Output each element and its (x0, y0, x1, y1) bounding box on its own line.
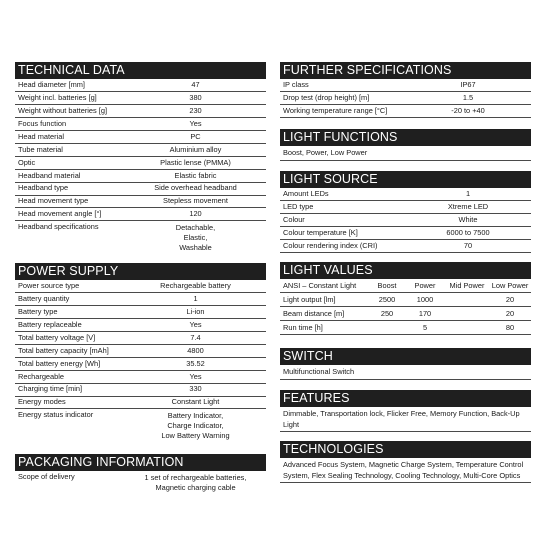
table-row (15, 79, 266, 92)
column-header: Boost (369, 279, 405, 293)
table-row (15, 293, 266, 306)
table-row (15, 409, 266, 443)
table-row (280, 307, 531, 321)
row-label: Headband material (15, 169, 125, 182)
section-header: LIGHT SOURCE (280, 171, 531, 188)
row-label: Drop test (drop height) [m] (280, 92, 405, 105)
row-value: Elastic fabric (125, 169, 266, 182)
row-label: Light output [lm] (280, 293, 369, 307)
row-label: Amount LEDs (280, 188, 405, 201)
row-label: Colour (280, 214, 405, 227)
table-row (15, 182, 266, 195)
table-row (280, 321, 531, 335)
power-supply-rows (15, 280, 266, 443)
table-row (15, 306, 266, 319)
row-value: IP67 (405, 79, 531, 92)
table-cell (445, 293, 489, 307)
row-label: Head movement type (15, 195, 125, 208)
row-value (125, 409, 266, 443)
row-value: 1 (125, 293, 266, 306)
column-header: Power (405, 279, 445, 293)
row-value: 230 (125, 105, 266, 118)
section-header: POWER SUPPLY (15, 263, 266, 280)
table-row (15, 169, 266, 182)
section-header: FEATURES (280, 390, 531, 407)
table-row (280, 240, 531, 253)
row-label: Head movement angle [°] (15, 208, 125, 221)
table-row (15, 344, 266, 357)
value-line: Magnetic charging cable (155, 482, 236, 492)
features-section (280, 390, 531, 432)
value-line: 1 set of rechargeable batteries, (144, 473, 247, 482)
table-row (15, 195, 266, 208)
packaging-section (15, 454, 266, 495)
switch-text: Multifunctional Switch (280, 365, 531, 380)
table-row (280, 188, 531, 201)
row-label: Working temperature range [°C] (280, 105, 405, 118)
row-value: 47 (125, 79, 266, 92)
row-label: Run time [h] (280, 321, 369, 335)
table-cell: 20 (489, 307, 531, 321)
table-cell: 250 (369, 307, 405, 321)
row-label: Head diameter [mm] (15, 79, 125, 92)
table-row (15, 319, 266, 332)
row-value: 1 (405, 188, 531, 201)
light-source-table (280, 188, 531, 253)
row-label: IP class (280, 79, 405, 92)
row-value: 35.52 (125, 357, 266, 370)
row-label: Battery replaceable (15, 319, 125, 332)
technical-data-rows (15, 79, 266, 255)
value-line: Washable (179, 242, 212, 252)
table-row (15, 118, 266, 131)
table-row (280, 214, 531, 227)
table-cell: 80 (489, 321, 531, 335)
value-line: Detachable, (175, 223, 216, 233)
row-label: Headband specifications (18, 222, 99, 232)
row-label: Head material (15, 131, 125, 144)
row-label: Beam distance [m] (280, 307, 369, 321)
section-header: LIGHT FUNCTIONS (280, 129, 531, 146)
row-label: Total battery voltage [V] (15, 332, 125, 345)
table-row (15, 105, 266, 118)
table-row (15, 383, 266, 396)
power-supply-table (15, 280, 266, 443)
row-label: Power source type (15, 280, 125, 293)
table-cell (445, 307, 489, 321)
technologies-section (280, 441, 531, 483)
row-value: -20 to +40 (405, 105, 531, 118)
row-value: 380 (125, 92, 266, 105)
row-value: 6000 to 7500 (405, 227, 531, 240)
row-value: 70 (405, 240, 531, 253)
row-label: Colour temperature [K] (280, 227, 405, 240)
table-row (15, 357, 266, 370)
column-header: ANSI – Constant Light (280, 279, 369, 293)
table-row (15, 208, 266, 221)
light-source-section (280, 171, 531, 253)
technologies-text: Advanced Focus System, Magnetic Charge System, Temperature Control System, Flex Sealing Technology, Cooling Technology, Multi-Core Optics (280, 458, 531, 483)
table-row (15, 280, 266, 293)
row-label: Weight without batteries [g] (15, 105, 125, 118)
row-value: Yes (125, 118, 266, 131)
table-cell: 2500 (369, 293, 405, 307)
technical-data-section (15, 62, 266, 255)
row-label: Headband type (15, 182, 125, 195)
section-header: SWITCH (280, 348, 531, 365)
value-line: Battery Indicator, (167, 411, 224, 421)
section-header: LIGHT VALUES (280, 262, 531, 279)
row-label: Battery type (15, 306, 125, 319)
table-cell (445, 321, 489, 335)
section-header: PACKAGING INFORMATION (15, 454, 266, 471)
row-label: LED type (280, 201, 405, 214)
row-value: 1.5 (405, 92, 531, 105)
row-value: Stepless movement (125, 195, 266, 208)
table-row (280, 105, 531, 118)
row-label: Rechargeable (15, 370, 125, 383)
row-value: Constant Light (125, 396, 266, 409)
table-row (15, 143, 266, 156)
row-label: Weight incl. batteries [g] (15, 92, 125, 105)
row-label: Total battery capacity [mAh] (15, 344, 125, 357)
light-source-rows (280, 188, 531, 252)
row-label: Battery quantity (15, 293, 125, 306)
row-value: PC (125, 131, 266, 144)
table-header-row (280, 279, 531, 293)
row-value: Rechargeable battery (125, 280, 266, 293)
features-text: Dimmable, Transportation lock, Flicker Free, Memory Function, Back-Up Light (280, 407, 531, 432)
table-row (280, 92, 531, 105)
table-row (15, 131, 266, 144)
light-values-section (280, 262, 531, 335)
row-value: Yes (125, 319, 266, 332)
table-row (280, 201, 531, 214)
row-value: 7.4 (125, 332, 266, 345)
section-header: FURTHER SPECIFICATIONS (280, 62, 531, 79)
row-label: Energy modes (15, 396, 125, 409)
row-value: Li-ion (125, 306, 266, 319)
value-line: Low Battery Warning (161, 431, 230, 440)
row-label: Colour rendering index (CRI) (280, 240, 405, 253)
table-row (15, 156, 266, 169)
table-cell: 1000 (405, 293, 445, 307)
table-row (15, 471, 266, 495)
power-supply-section (15, 263, 266, 443)
light-values-rows (280, 279, 531, 335)
table-cell: 5 (405, 321, 445, 335)
column-header: Mid Power (445, 279, 489, 293)
section-header: TECHNICAL DATA (15, 62, 266, 79)
row-value: Aluminium alloy (125, 143, 266, 156)
table-row (15, 221, 266, 255)
row-value: 120 (125, 208, 266, 221)
row-value (125, 221, 266, 255)
further-specs-section (280, 62, 531, 118)
table-row (15, 370, 266, 383)
row-label: Focus function (15, 118, 125, 131)
row-label: Scope of delivery (18, 472, 75, 481)
further-specs-table (280, 79, 531, 118)
row-value: Plastic lense (PMMA) (125, 156, 266, 169)
light-values-table (280, 279, 531, 335)
light-functions-section (280, 129, 531, 161)
table-cell: 20 (489, 293, 531, 307)
row-label: Total battery energy [Wh] (15, 357, 125, 370)
switch-section (280, 348, 531, 380)
table-row (15, 396, 266, 409)
packaging-table (15, 471, 266, 495)
row-label: Optic (15, 156, 125, 169)
light-functions-text: Boost, Power, Low Power (280, 146, 531, 161)
technical-data-table (15, 79, 266, 255)
value-line: Elastic, (183, 233, 208, 243)
section-header: TECHNOLOGIES (280, 441, 531, 458)
row-label: Energy status indicator (18, 410, 94, 420)
table-row (280, 293, 531, 307)
value-line: Charge Indicator, (167, 421, 224, 431)
table-row (15, 92, 266, 105)
row-value: 330 (125, 383, 266, 396)
row-value: 4800 (125, 344, 266, 357)
row-label: Charging time [min] (15, 383, 125, 396)
table-row (280, 79, 531, 92)
further-specs-rows (280, 79, 531, 118)
table-cell: 170 (405, 307, 445, 321)
table-row (280, 227, 531, 240)
row-value: White (405, 214, 531, 227)
table-cell (369, 321, 405, 335)
packaging-rows (15, 471, 266, 495)
table-row (15, 332, 266, 345)
row-label: Tube material (15, 143, 125, 156)
row-value: Side overhead headband (125, 182, 266, 195)
row-value: Yes (125, 370, 266, 383)
column-header: Low Power (489, 279, 531, 293)
row-value (125, 471, 266, 495)
row-value: Xtreme LED (405, 201, 531, 214)
